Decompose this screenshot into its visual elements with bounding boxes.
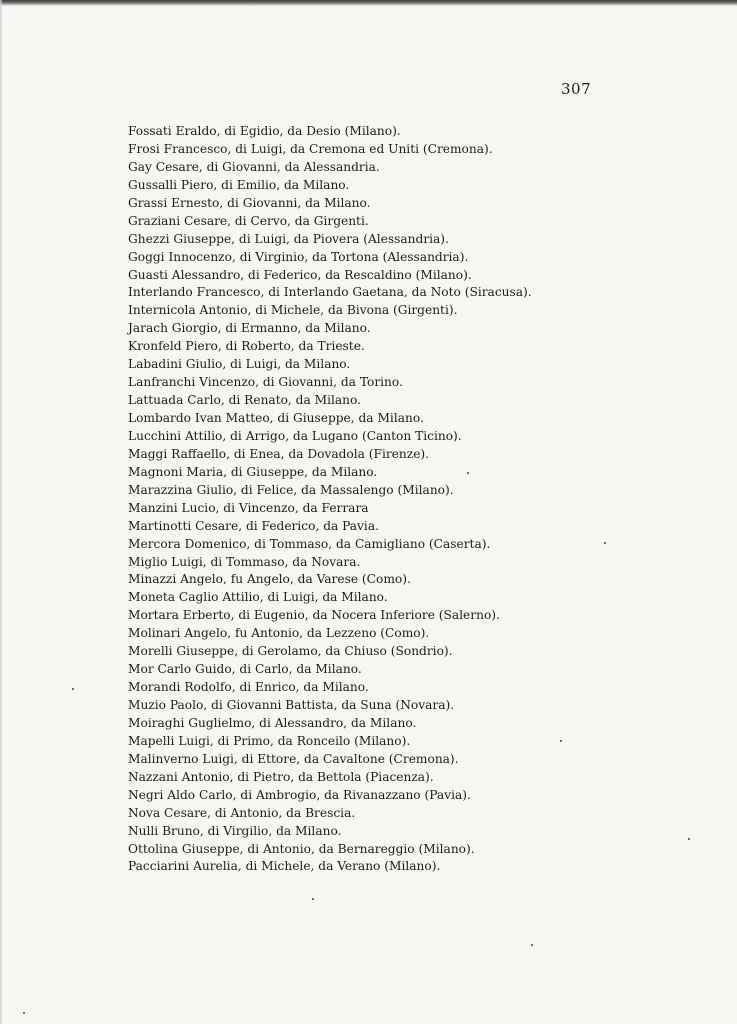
list-item: Pacciarini Aurelia, di Michele, da Verano (Milano). xyxy=(128,859,441,874)
list-item: Frosi Francesco, di Luigi, da Cremona ed Uniti (Cremona). xyxy=(128,141,493,156)
list-item: Martinotti Cesare, di Federico, da Pavia. xyxy=(128,518,379,533)
list-item: Nulli Bruno, di Virgilio, da Milano. xyxy=(128,823,342,838)
list-item: Miglio Luigi, di Tommaso, da Novara. xyxy=(128,554,361,569)
name-list xyxy=(128,123,728,876)
scan-speck xyxy=(560,740,562,742)
list-item: Gussalli Piero, di Emilio, da Milano. xyxy=(128,177,350,192)
list-item: Internicola Antonio, di Michele, da Bivona (Girgenti). xyxy=(128,303,458,318)
list-item: Ottolina Giuseppe, di Antonio, da Bernareggio (Milano). xyxy=(128,841,475,856)
list-item: Negri Aldo Carlo, di Ambrogio, da Rivanazzano (Pavia). xyxy=(128,787,471,802)
scan-speck xyxy=(467,472,469,474)
list-item: Lombardo Ivan Matteo, di Giuseppe, da Milano. xyxy=(128,411,424,425)
list-item: Goggi Innocenzo, di Virginio, da Tortona (Alessandria). xyxy=(128,249,469,264)
list-item: Labadini Giulio, di Luigi, da Milano. xyxy=(128,357,351,372)
list-item: Fossati Eraldo, di Egidio, da Desio (Milano). xyxy=(128,124,401,138)
list-item: Malinverno Luigi, di Ettore, da Cavaltone (Cremona). xyxy=(128,751,459,766)
list-item: Interlando Francesco, di Interlando Gaetana, da Noto (Siracusa). xyxy=(128,285,532,300)
list-item: Moiraghi Guglielmo, di Alessandro, da Milano. xyxy=(128,715,417,730)
list-item: Nazzani Antonio, di Pietro, da Bettola (Piacenza). xyxy=(128,769,434,784)
list-item: Moneta Caglio Attilio, di Luigi, da Milano. xyxy=(128,590,388,605)
scan-speck xyxy=(312,898,314,900)
scan-top-edge xyxy=(0,0,737,6)
scan-speck xyxy=(604,542,606,544)
list-item: Graziani Cesare, di Cervo, da Girgenti. xyxy=(128,213,369,228)
list-item: Lanfranchi Vincenzo, di Giovanni, da Torino. xyxy=(128,375,403,390)
list-item: Manzini Lucio, di Vincenzo, da Ferrara xyxy=(128,500,369,515)
scan-speck xyxy=(23,1012,25,1014)
list-item: Lucchini Attilio, di Arrigo, da Lugano (Canton Ticino). xyxy=(128,428,462,443)
list-item: Mapelli Luigi, di Primo, da Ronceilo (Milano). xyxy=(128,733,411,748)
list-item: Lattuada Carlo, di Renato, da Milano. xyxy=(128,393,362,408)
list-item: Guasti Alessandro, di Federico, da Rescaldino (Milano). xyxy=(128,267,472,282)
list-item: Mortara Erberto, di Eugenio, da Nocera Inferiore (Salerno). xyxy=(128,608,500,623)
list-item: Kronfeld Piero, di Roberto, da Trieste. xyxy=(128,339,365,354)
scan-speck xyxy=(72,688,74,690)
list-item: Grassi Ernesto, di Giovanni, da Milano. xyxy=(128,195,371,210)
list-item: Morandi Rodolfo, di Enrico, da Milano. xyxy=(128,680,369,695)
list-item: Morelli Giuseppe, di Gerolamo, da Chiuso (Sondrio). xyxy=(128,644,453,659)
list-item: Mor Carlo Guido, di Carlo, da Milano. xyxy=(128,662,362,677)
list-item: Magnoni Maria, di Giuseppe, da Milano. xyxy=(128,464,378,479)
list-item: Muzio Paolo, di Giovanni Battista, da Suna (Novara). xyxy=(128,698,455,712)
list-item: Mercora Domenico, di Tommaso, da Camigliano (Caserta). xyxy=(128,536,491,551)
scan-speck xyxy=(688,838,690,840)
list-item: Minazzi Angelo, fu Angelo, da Varese (Como). xyxy=(128,572,411,587)
scan-speck xyxy=(531,944,533,946)
scan-left-edge xyxy=(0,0,3,1024)
list-item: Marazzina Giulio, di Felice, da Massalengo (Milano). xyxy=(128,482,454,497)
list-item: Molinari Angelo, fu Antonio, da Lezzeno (Como). xyxy=(128,626,430,641)
list-item: Ghezzi Giuseppe, di Luigi, da Piovera (Alessandria). xyxy=(128,231,449,246)
list-item: Maggi Raffaello, di Enea, da Dovadola (Firenze). xyxy=(128,446,430,461)
list-item: Gay Cesare, di Giovanni, da Alessandria. xyxy=(128,159,380,174)
page-number: 307 xyxy=(561,80,592,98)
list-item: Jarach Giorgio, di Ermanno, da Milano. xyxy=(128,321,371,336)
list-item: Nova Cesare, di Antonio, da Brescia. xyxy=(128,805,356,820)
